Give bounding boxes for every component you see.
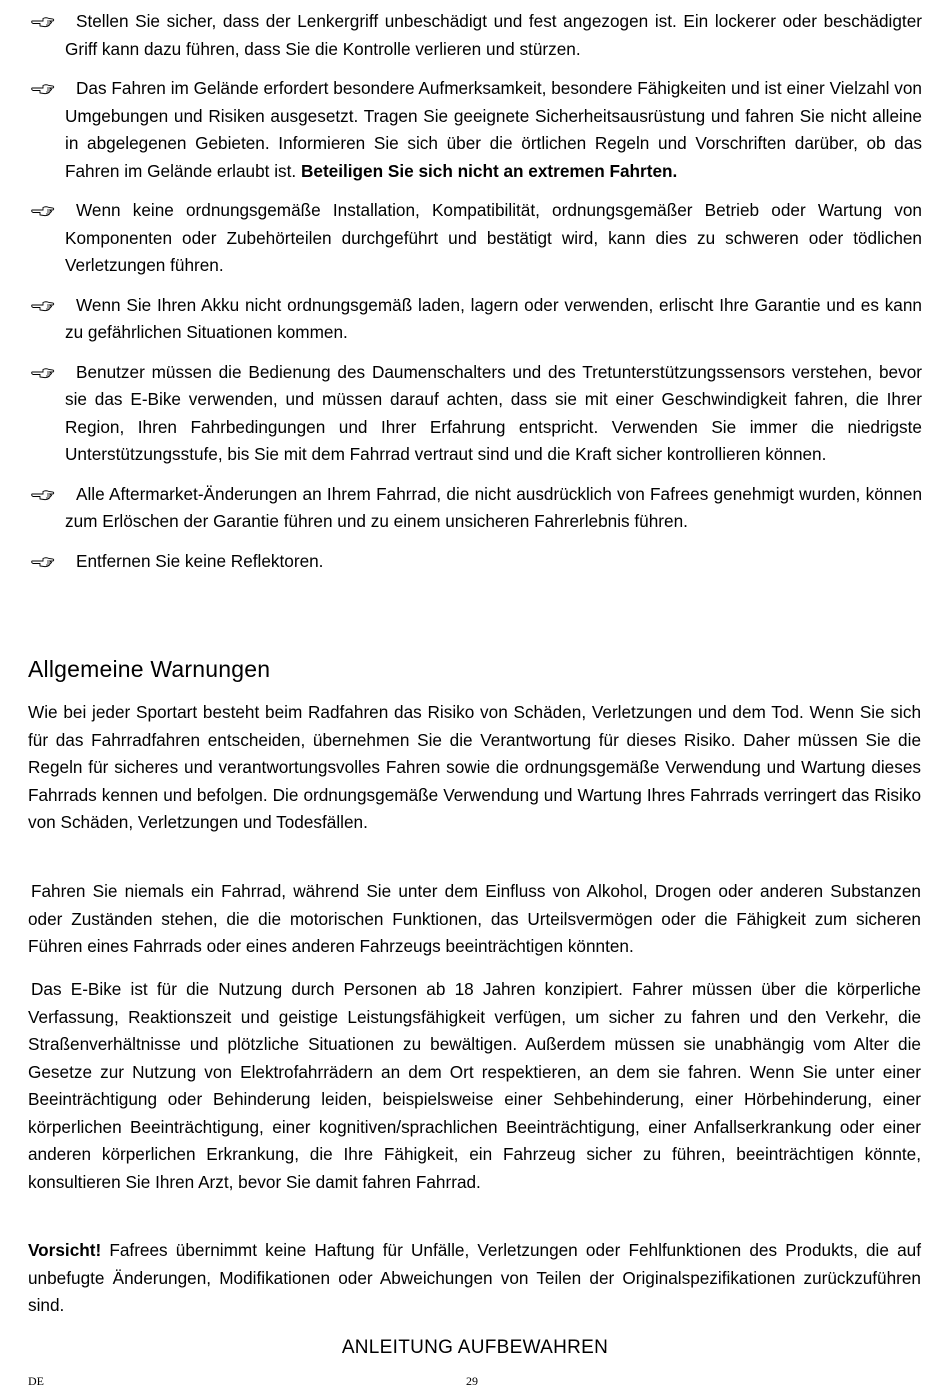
- footer-title: ANLEITUNG AUFBEWAHREN: [341, 1337, 609, 1358]
- pointing-hand-icon: [31, 556, 55, 568]
- bullet-bold-text: Beteiligen Sie sich nicht an extremen Fahrten.: [300, 160, 678, 181]
- caution-text: Fafrees übernimmt keine Haftung für Unfälle, Verletzungen oder Fehlfunktionen des Produkts, die auf unbefugte Änderungen, Modifikationen oder Abweichungen von Teilen der Originalspezifikationen zurückzuführen sind.: [28, 1240, 921, 1315]
- page-number: 29: [466, 1374, 478, 1388]
- bullet-item: [0, 8, 950, 63]
- bullet-text: Wenn keine ordnungsgemäße Installation, Kompatibilität, ordnungsgemäßer Betrieb oder Wartung von Komponenten oder Zubehörteilen durchgeführt und bestätigt wird, kann dies zu schweren oder tödlichen Verletzungen führen.: [65, 200, 922, 275]
- bullet-item: [0, 197, 950, 280]
- pointing-hand-icon: [31, 489, 55, 501]
- paragraph-risk: Wie bei jeder Sportart besteht beim Radfahren das Risiko von Schäden, Verletzungen und dem Tod. Wenn Sie sich für das Fahrradfahren entscheiden, übernehmen Sie die Verantwortung für dieses Risiko. Daher müssen Sie die Regeln für sicheres und verantwortungsvolles Fahren sowie die ordnungsgemäße Verwendung und Wartung dieses Fahrrads kennen und befolgen. Die ordnungsgemäße Verwendung und Wartung Ihres Fahrrads verringert das Risiko von Schäden, Verletzungen und Todesfällen.: [28, 702, 921, 832]
- caution-label: Vorsicht!: [28, 1240, 102, 1260]
- paragraph-caution: [28, 1237, 921, 1320]
- pointing-hand-icon: [31, 300, 55, 312]
- section-heading: Allgemeine Warnungen: [28, 656, 271, 682]
- paragraph-influence: Fahren Sie niemals ein Fahrrad, während Sie unter dem Einfluss von Alkohol, Drogen oder anderen Substanzen oder Zuständen stehen, die die motorischen Funktionen, das Urteilsvermögen oder die Fähigkeit zum sicheren Führen eines Fahrrads oder eines anderen Fahrzeugs beeinträchtigen könnten.: [28, 881, 921, 956]
- bullet-text: Stellen Sie sicher, dass der Lenkergriff unbeschädigt und fest angezogen ist. Ein lockerer oder beschädigter Griff kann dazu führen, dass Sie die Kontrolle verlieren und stürzen.: [65, 11, 922, 59]
- pointing-hand-icon: [31, 83, 55, 95]
- bullet-text: Entfernen Sie keine Reflektoren.: [76, 550, 324, 571]
- footer-language-code: DE: [28, 1374, 44, 1388]
- bullet-text: Alle Aftermarket-Änderungen an Ihrem Fahrrad, die nicht ausdrücklich von Fafrees genehmigt wurden, können zum Erlöschen der Garantie führen und zu einem unsicheren Fahrerlebnis führen.: [65, 483, 922, 531]
- pointing-hand-icon: [31, 16, 55, 28]
- bullet-item: [0, 548, 950, 576]
- paragraph-age-requirements: Das E-Bike ist für die Nutzung durch Personen ab 18 Jahren konzipiert. Fahrer müssen über die körperliche Verfassung, Reaktionszeit und geistige Leistungsfähigkeit verfügen, um sicher zu fahren und den Verkehr, die Straßenverhältnisse und plötzliche Situationen zu bewältigen. Außerdem müssen sie unabhängig vom Alter die Gesetze zur Nutzung von Elektrofahrrädern an dem Ort respektieren, an dem sie fahren. Wenn Sie unter einer Beeinträchtigung oder Behinderung leiden, beispielsweise einer Sehbehinderung, einer Hörbehinderung, einer körperlichen Beeinträchtigung, einer kognitiven/sprachlichen Beeinträchtigung, einer Anfallserkrankung oder einer anderen körperlichen Erkrankung, die Ihre Fähigkeit, ein Fahrzeug sicher zu führen, beeinträchtigen könnte, konsultieren Sie Ihren Arzt, bevor Sie damit fahren Fahrrad.: [28, 979, 921, 1192]
- bullet-item: [0, 481, 950, 536]
- warning-bullet-list: [0, 8, 950, 587]
- pointing-hand-icon: [31, 367, 55, 379]
- bullet-text: Das Fahren im Gelände erfordert besondere Aufmerksamkeit, besondere Fähigkeiten und ist einer Vielzahl von Umgebungen und Risiken ausgesetzt. Tragen Sie geeignete Sicherheitsausrüstung und fahren Sie nicht alleine in abgelegenen Gebieten. Informieren Sie sich über die örtlichen Regeln und Vorschriften darüber, ob das Fahren im Gelände erlaubt ist. Beteiligen Sie sich nicht an extremen Fahrten.: [65, 78, 922, 181]
- pointing-hand-icon: [31, 205, 55, 217]
- bullet-item: [0, 75, 950, 185]
- bullet-item: [0, 359, 950, 469]
- bullet-item: [0, 292, 950, 347]
- bullet-text: Wenn Sie Ihren Akku nicht ordnungsgemäß laden, lagern oder verwenden, erlischt Ihre Garantie und es kann zu gefährlichen Situationen kommen.: [65, 294, 922, 342]
- bullet-text: Benutzer müssen die Bedienung des Daumenschalters und des Tretunterstützungssensors verstehen, bevor sie das E-Bike verwenden, und müssen darauf achten, dass sie mit einer Geschwindigkeit fahren, die Ihrer Region, Ihren Fahrbedingungen und Ihrer Erfahrung entspricht. Verwenden Sie immer die niedrigste Unterstützungsstufe, bis Sie mit dem Fahrrad vertraut sind und die Kraft sicher kontrollieren können.: [65, 361, 922, 464]
